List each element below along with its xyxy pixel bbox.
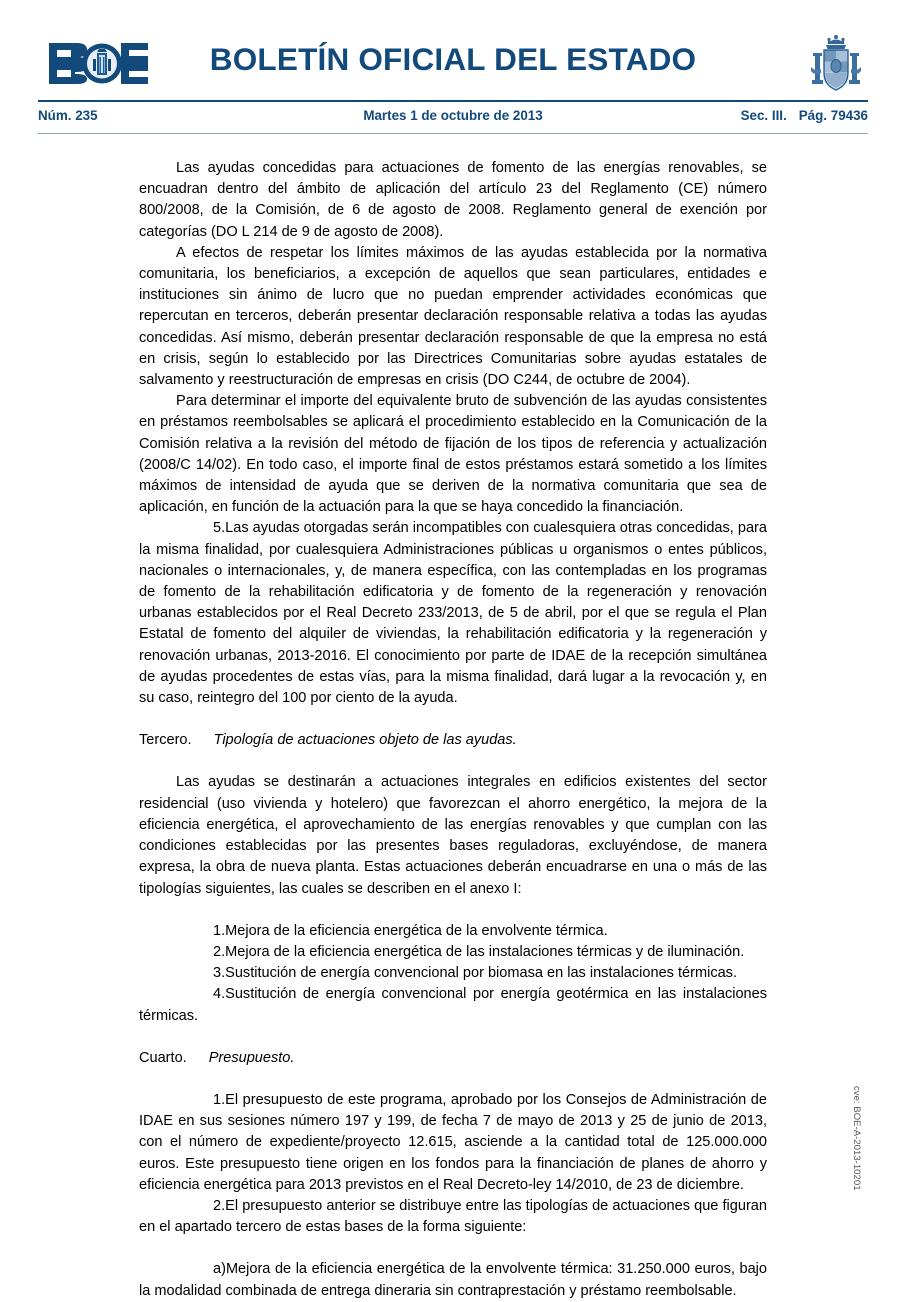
page-label: Pág. 79436	[798, 108, 868, 123]
header-rule-top	[38, 100, 868, 102]
spacer	[139, 1027, 767, 1048]
heading-tercero	[139, 730, 767, 751]
list-item-marker: 2.	[213, 943, 226, 960]
paragraph-budget-item-1	[139, 1090, 767, 1196]
list-item	[139, 921, 767, 942]
list-item	[139, 942, 767, 963]
header-rule-bottom	[38, 133, 868, 134]
paragraph-budget-item-2	[139, 1196, 767, 1238]
issue-date: Martes 1 de octubre de 2013	[363, 108, 543, 123]
item-text-5: Las ayudas otorgadas serán incompatibles con cualesquiera otras concedidas, para la misma finalidad, por cualesquiera Administraciones públicas u organismos o entes públicos, nacionales o internacionales, y, de manera específica, con las contempladas en los programas de fomento de la rehabilitación edificatoria y de fomento de la regeneración y renovación urbanas establecidos por el Real Decreto 233/2013, de 5 de abril, por el que se regula el Plan Estatal de fomento del alquiler de viviendas, la rehabilitación edificatoria y la regeneración y renovación urbanas, 2013-2016. El conocimiento por parte de IDAE de la recepción simultánea de ayudas procedentes de estas vías, para la misma finalidad, dará lugar a la revocación y, en su caso, reintegro del 100 por ciento de la ayuda.	[139, 520, 767, 707]
list-item-marker: 1.	[213, 922, 226, 939]
item-marker-2: 2.	[213, 1197, 226, 1214]
paragraph-eligible-actions: Las ayudas se destinarán a actuaciones integrales en edificios existentes del sector residencial (uso vivienda y hotelero) que favorezcan el ahorro energético, la mejora de la eficiencia energética, el aprovechamiento de las energías renovables y que cumplan con las condiciones establecidas por las presentes bases reguladoras, excluyéndose, de manera expresa, la obra de nueva planta. Estas actuaciones deberán encuadrarse en una o más de las tipologías siguientes, las cuales se describen en el anexo I:	[139, 774, 767, 897]
spacer	[139, 751, 767, 772]
list-item	[139, 963, 767, 984]
masthead-title: BOLETÍN OFICIAL DEL ESTADO	[209, 41, 697, 77]
list-item	[139, 984, 767, 1026]
paragraph-renewables-scope: Las ayudas concedidas para actuaciones de fomento de las energías renovables, se encuadran dentro del ámbito de aplicación del artículo 23 del Reglamento (CE) número 800/2008, de la Comisión, de 6 de agosto de 2008. Reglamento general de exención por categorías (DO L 214 de 9 de agosto de 2008).	[139, 160, 767, 240]
spacer	[139, 1238, 767, 1259]
item-marker-5: 5.	[213, 520, 226, 537]
heading-cuarto-ordinal: Cuarto.	[139, 1049, 187, 1066]
spanish-coat-of-arms-icon	[808, 33, 864, 97]
spacer	[139, 1069, 767, 1090]
spacer	[139, 900, 767, 921]
cve-identifier	[840, 1080, 870, 1240]
list-item-text: Mejora de la eficiencia energética de la envolvente térmica.	[225, 922, 608, 939]
list-item-marker: 4.	[213, 986, 226, 1003]
heading-tercero-title: Tipología de actuaciones objeto de las ayudas.	[213, 732, 517, 749]
heading-cuarto	[139, 1048, 767, 1069]
heading-cuarto-title: Presupuesto.	[208, 1049, 295, 1066]
page-info-bar	[38, 105, 868, 131]
section-label: Sec. III.	[740, 108, 787, 123]
paragraph-item-5	[139, 518, 767, 709]
paragraph-gross-grant-equivalent: Para determinar el importe del equivalente bruto de subvención de las ayudas consistentes en préstamos reembolsables se aplicará el procedimiento establecido en la Comunicación de la Comisión relativa a la revisión del método de fijación de los tipos de referencia y actualización (2008/C 14/02). En todo caso, el importe final de estos préstamos estará sometido a los límites máximos de intensidad de ayuda que se deriven de la normativa comunitaria que sea de aplicación, en función de la actuación para la que se haya concedido la financiación.	[139, 393, 767, 516]
cve-identifier-text: cve: BOE-A-2013-10201	[851, 1086, 862, 1191]
list-item-text: Sustitución de energía convencional por biomasa en las instalaciones térmicas.	[225, 965, 737, 982]
item-text-a: Mejora de la eficiencia energética de la envolvente térmica: 31.250.000 euros, bajo la modalidad combinada de entrega dineraria sin contraprestación y préstamo reembolsable.	[139, 1261, 767, 1299]
paragraph-aid-limits: A efectos de respetar los límites máximos de las ayudas establecida por la normativa comunitaria, los beneficiarios, a excepción de aquellos que sean particulares, entidades e instituciones sin ánimo de lucro que no puedan emprender actividades económicas que repercutan en terceros, deberán presentar declaración responsable relativa a todas las ayudas concedidas. Así mismo, deberán presentar declaración responsable de que la empresa no está en crisis, según lo establecido por las Directrices Comunitarias sobre ayudas estatales de salvamento y reestructuración de empresas en crisis (DO C244, de octubre de 2004).	[139, 244, 767, 389]
item-marker-a: a)	[213, 1261, 226, 1278]
item-marker-1: 1.	[213, 1091, 226, 1108]
spacer	[139, 709, 767, 730]
list-item-marker: 3.	[213, 965, 226, 982]
document-body	[139, 158, 767, 1302]
list-item-text: Sustitución de energía convencional por energía geotérmica en las instalaciones térmicas.	[139, 986, 767, 1024]
masthead	[0, 0, 906, 100]
list-item-text: Mejora de la eficiencia energética de las instalaciones térmicas y de iluminación.	[225, 943, 745, 960]
paragraph-budget-item-a	[139, 1259, 767, 1301]
heading-tercero-ordinal: Tercero.	[139, 732, 192, 749]
section-and-page	[741, 108, 868, 123]
issue-number: Núm. 235	[38, 108, 98, 123]
item-text-2: El presupuesto anterior se distribuye entre las tipologías de actuaciones que figuran en el apartado tercero de estas bases de la forma siguiente:	[139, 1197, 767, 1236]
item-text-1: El presupuesto de este programa, aprobado por los Consejos de Administración de IDAE en sus sesiones número 197 y 199, de fecha 7 de mayo de 2013 y 25 de junio de 2013, con el número de expediente/proyecto 12.615, asciende a la cantidad total de 125.000.000 euros. Este presupuesto tiene origen en los fondos para la financiación de planes de ahorro y eficiencia energética para 2013 previstos en el Real Decreto-ley 14/2010, de 23 de diciembre.	[139, 1091, 767, 1193]
